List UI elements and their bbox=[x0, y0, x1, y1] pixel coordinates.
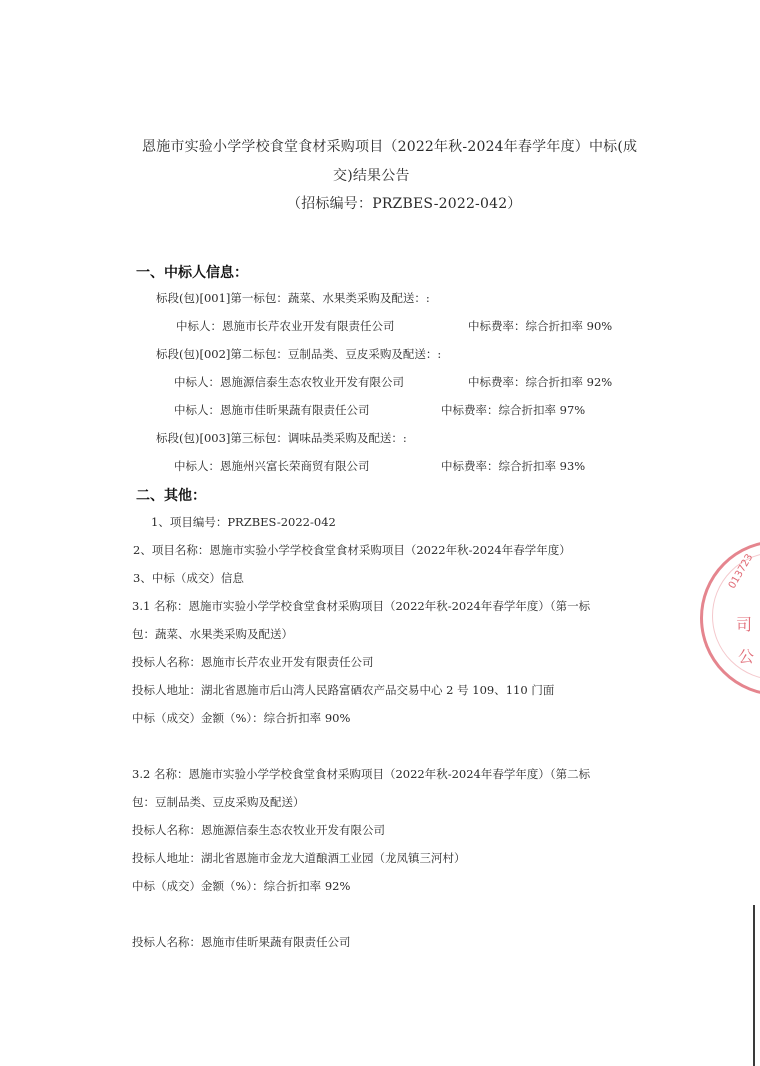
lot-3-winner-name: 中标人：恩施州兴富长荣商贸有限公司 bbox=[174, 459, 370, 473]
sub2-amount: 中标（成交）金额（%）：综合折扣率 92% bbox=[132, 879, 351, 893]
lot-2-winner-1-name: 中标人：恩施源信泰生态农牧业开发有限公司 bbox=[174, 375, 404, 389]
lot-3-label: 标段(包)[003]第三标包：调味品类采购及配送：: bbox=[156, 431, 407, 445]
sub3-bidder: 投标人名称：恩施市佳昕果蔬有限责任公司 bbox=[132, 935, 351, 949]
section-1-heading: 一、中标人信息： bbox=[136, 265, 248, 281]
sub1-address: 投标人地址：湖北省恩施市后山湾人民路富硒农产品交易中心 2 号 109、110 门面 bbox=[132, 683, 555, 697]
sub1-name-line-1: 3.1 名称：恩施市实验小学学校食堂食材采购项目（2022年秋-2024年春学年度）（第一标 bbox=[132, 599, 591, 613]
lot-2-label: 标段(包)[002]第二标包：豆制品类、豆皮采购及配送：: bbox=[156, 347, 442, 361]
lot-1-label: 标段(包)[001]第一标包：蔬菜、水果类采购及配送：: bbox=[156, 291, 430, 305]
lot-3-winner-rate: 中标费率：综合折扣率 93% bbox=[441, 459, 586, 473]
award-info-heading: 3、中标（成交）信息 bbox=[133, 571, 244, 585]
seal-glyph-1: 013723 bbox=[726, 552, 756, 591]
seal-glyph-2: 司 bbox=[736, 615, 753, 634]
sub2-bidder: 投标人名称：恩施源信泰生态农牧业开发有限公司 bbox=[132, 823, 385, 837]
title-line-2: 交)结果公告 bbox=[333, 168, 410, 184]
tender-code: （招标编号：PRZBES-2022-042） bbox=[287, 196, 522, 212]
lot-2-winner-2-rate: 中标费率：综合折扣率 97% bbox=[441, 403, 586, 417]
sub1-name-line-2: 包：蔬菜、水果类采购及配送） bbox=[132, 627, 293, 641]
title-line-1: 恩施市实验小学学校食堂食材采购项目（2022年秋-2024年春学年度）中标(成 bbox=[142, 139, 638, 155]
sub1-bidder: 投标人名称：恩施市长芹农业开发有限责任公司 bbox=[132, 655, 374, 669]
lot-2-winner-1-rate: 中标费率：综合折扣率 92% bbox=[468, 375, 613, 389]
lot-1-winner-name: 中标人：恩施市长芹农业开发有限责任公司 bbox=[176, 319, 395, 333]
lot-2-winner-2-name: 中标人：恩施市佳昕果蔬有限责任公司 bbox=[174, 403, 370, 417]
project-name: 2、项目名称：恩施市实验小学学校食堂食材采购项目（2022年秋-2024年春学年度） bbox=[133, 543, 571, 557]
sub1-amount: 中标（成交）金额（%）：综合折扣率 90% bbox=[132, 711, 351, 725]
sub2-name-line-1: 3.2 名称：恩施市实验小学学校食堂食材采购项目（2022年秋-2024年春学年度）（第二标 bbox=[132, 767, 591, 781]
scan-edge-line bbox=[753, 905, 755, 1066]
section-2-heading: 二、其他： bbox=[136, 488, 206, 504]
sub2-name-line-2: 包：豆制品类、豆皮采购及配送） bbox=[132, 795, 305, 809]
project-number: 1、项目编号：PRZBES-2022-042 bbox=[151, 515, 336, 529]
lot-1-winner-rate: 中标费率：综合折扣率 90% bbox=[468, 319, 613, 333]
sub2-address: 投标人地址：湖北省恩施市金龙大道酿酒工业园（龙凤镇三河村） bbox=[132, 851, 466, 865]
seal-glyph-3: 公 bbox=[738, 647, 755, 666]
